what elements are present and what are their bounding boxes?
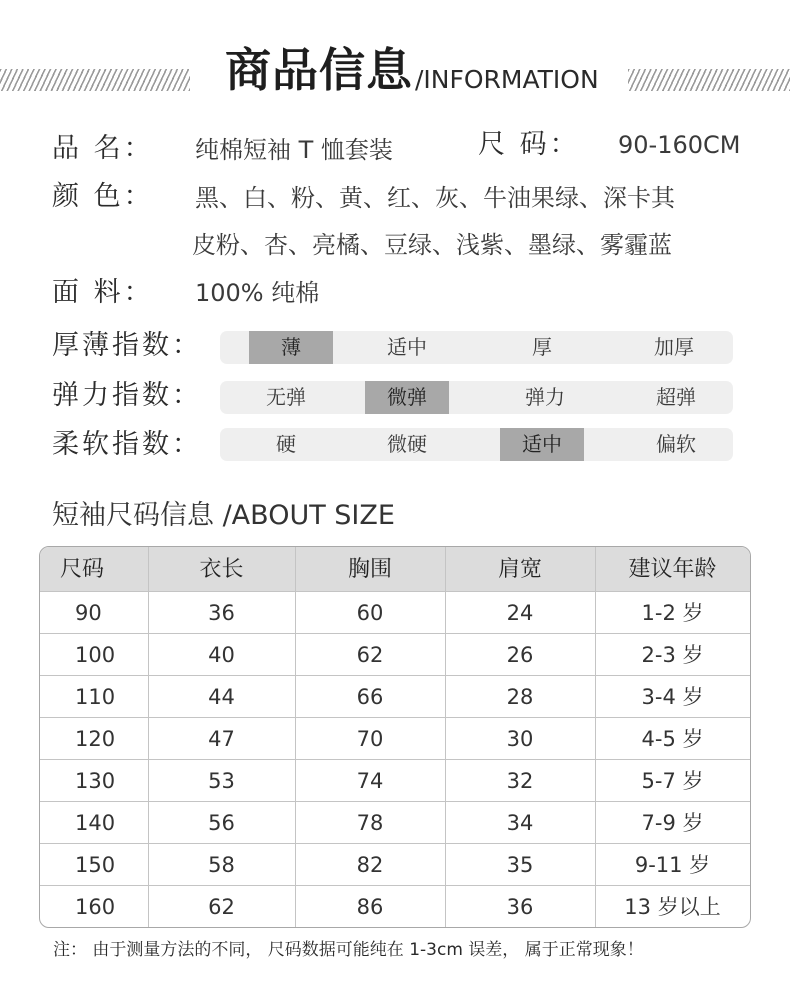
size-section-title: 短袖尺码信息 /ABOUT SIZE: [52, 500, 395, 531]
softness-label: 柔软指数：: [52, 429, 202, 460]
column-header-age: 建议年龄: [628, 557, 717, 582]
thickness-label: 厚薄指数：: [52, 330, 202, 361]
cell-shoulder: 26: [506, 643, 534, 667]
cell-size: 120: [75, 727, 116, 751]
cell-size: 130: [75, 769, 116, 793]
cell-size: 160: [75, 895, 116, 919]
cell-length: 36: [208, 601, 235, 625]
cell-length: 40: [208, 643, 235, 667]
column-header-size: 尺码: [60, 557, 105, 582]
color-value-line1: 黑、白、粉、黄、红、灰、牛油果绿、深卡其: [195, 184, 675, 212]
cell-size: 110: [75, 685, 116, 709]
table-row: [40, 801, 750, 844]
cell-age: 4-5 岁: [641, 727, 704, 751]
cell-age: 9-11 岁: [634, 853, 711, 877]
table-row: [40, 885, 750, 928]
column-header-length: 衣长: [199, 557, 244, 582]
elasticity-label: 弹力指数：: [52, 380, 202, 411]
cell-chest: 62: [356, 643, 384, 667]
page-title-en: /INFORMATION: [415, 65, 599, 94]
cell-chest: 82: [356, 853, 384, 877]
cell-size: 150: [75, 853, 116, 877]
softness-index-bar: [220, 428, 733, 461]
header-hatch-right: [628, 69, 790, 91]
cell-chest: 66: [356, 685, 384, 709]
cell-age: 7-9 岁: [641, 811, 704, 835]
cell-chest: 86: [356, 895, 384, 919]
elasticity-option-elastic: 弹力: [525, 385, 565, 409]
size-note: 注： 由于测量方法的不同， 尺码数据可能纯在 1-3cm 误差， 属于正常现象！: [53, 940, 644, 960]
cell-chest: 74: [356, 769, 384, 793]
size-value: 90-160CM: [618, 131, 741, 159]
name-value: 纯棉短袖 T 恤套装: [195, 136, 393, 164]
cell-shoulder: 24: [506, 601, 534, 625]
elasticity-index-bar: [220, 381, 733, 414]
cell-size: 90: [75, 601, 102, 625]
thickness-option-thin: 薄: [249, 331, 333, 364]
cell-age: 3-4 岁: [641, 685, 704, 709]
column-divider: [445, 547, 446, 927]
elasticity-option-slight: 微弹: [365, 381, 449, 414]
cell-length: 56: [208, 811, 235, 835]
page-title: 商品信息: [225, 43, 413, 97]
table-row: [40, 675, 750, 718]
elasticity-option-super: 超弹: [656, 385, 696, 409]
softness-option-soft: 偏软: [656, 432, 696, 456]
table-row: [40, 843, 750, 886]
size-table: [39, 546, 751, 928]
column-header-chest: 胸围: [347, 557, 392, 582]
cell-size: 100: [75, 643, 116, 667]
cell-age: 5-7 岁: [641, 769, 704, 793]
cell-length: 62: [208, 895, 235, 919]
table-row: [40, 717, 750, 760]
header-hatch-left: [0, 69, 190, 91]
size-table-header: [40, 547, 750, 591]
softness-option-hard: 硬: [276, 432, 296, 456]
table-row: [40, 591, 750, 634]
column-divider: [295, 547, 296, 927]
column-divider: [148, 547, 149, 927]
thickness-option-thick: 厚: [532, 335, 552, 359]
cell-shoulder: 36: [506, 895, 534, 919]
cell-size: 140: [75, 811, 116, 835]
fabric-value: 100% 纯棉: [195, 279, 320, 307]
thickness-option-extra-thick: 加厚: [654, 335, 694, 359]
cell-shoulder: 32: [506, 769, 534, 793]
cell-shoulder: 34: [506, 811, 534, 835]
column-header-shoulder: 肩宽: [497, 557, 542, 582]
cell-chest: 70: [356, 727, 384, 751]
thickness-index-bar: [220, 331, 733, 364]
cell-length: 44: [208, 685, 235, 709]
cell-shoulder: 28: [506, 685, 534, 709]
cell-age: 1-2 岁: [641, 601, 704, 625]
fabric-label: 面 料：: [52, 277, 154, 308]
table-row: [40, 759, 750, 802]
color-value-line2: 皮粉、杏、亮橘、豆绿、浅紫、墨绿、雾霾蓝: [192, 231, 672, 259]
color-label: 颜 色：: [52, 181, 154, 212]
name-label: 品 名：: [52, 133, 154, 164]
softness-option-slightly-hard: 微硬: [387, 432, 427, 456]
cell-length: 53: [208, 769, 235, 793]
cell-shoulder: 30: [506, 727, 534, 751]
table-row: [40, 633, 750, 676]
softness-option-medium: 适中: [500, 428, 584, 461]
size-label: 尺 码：: [478, 129, 580, 160]
thickness-option-medium: 适中: [387, 335, 427, 359]
cell-chest: 78: [356, 811, 384, 835]
cell-length: 58: [208, 853, 235, 877]
elasticity-option-none: 无弹: [266, 385, 306, 409]
cell-length: 47: [208, 727, 235, 751]
cell-age: 13 岁以上: [624, 895, 721, 919]
cell-chest: 60: [356, 601, 384, 625]
cell-age: 2-3 岁: [641, 643, 704, 667]
column-divider: [595, 547, 596, 927]
cell-shoulder: 35: [506, 853, 534, 877]
